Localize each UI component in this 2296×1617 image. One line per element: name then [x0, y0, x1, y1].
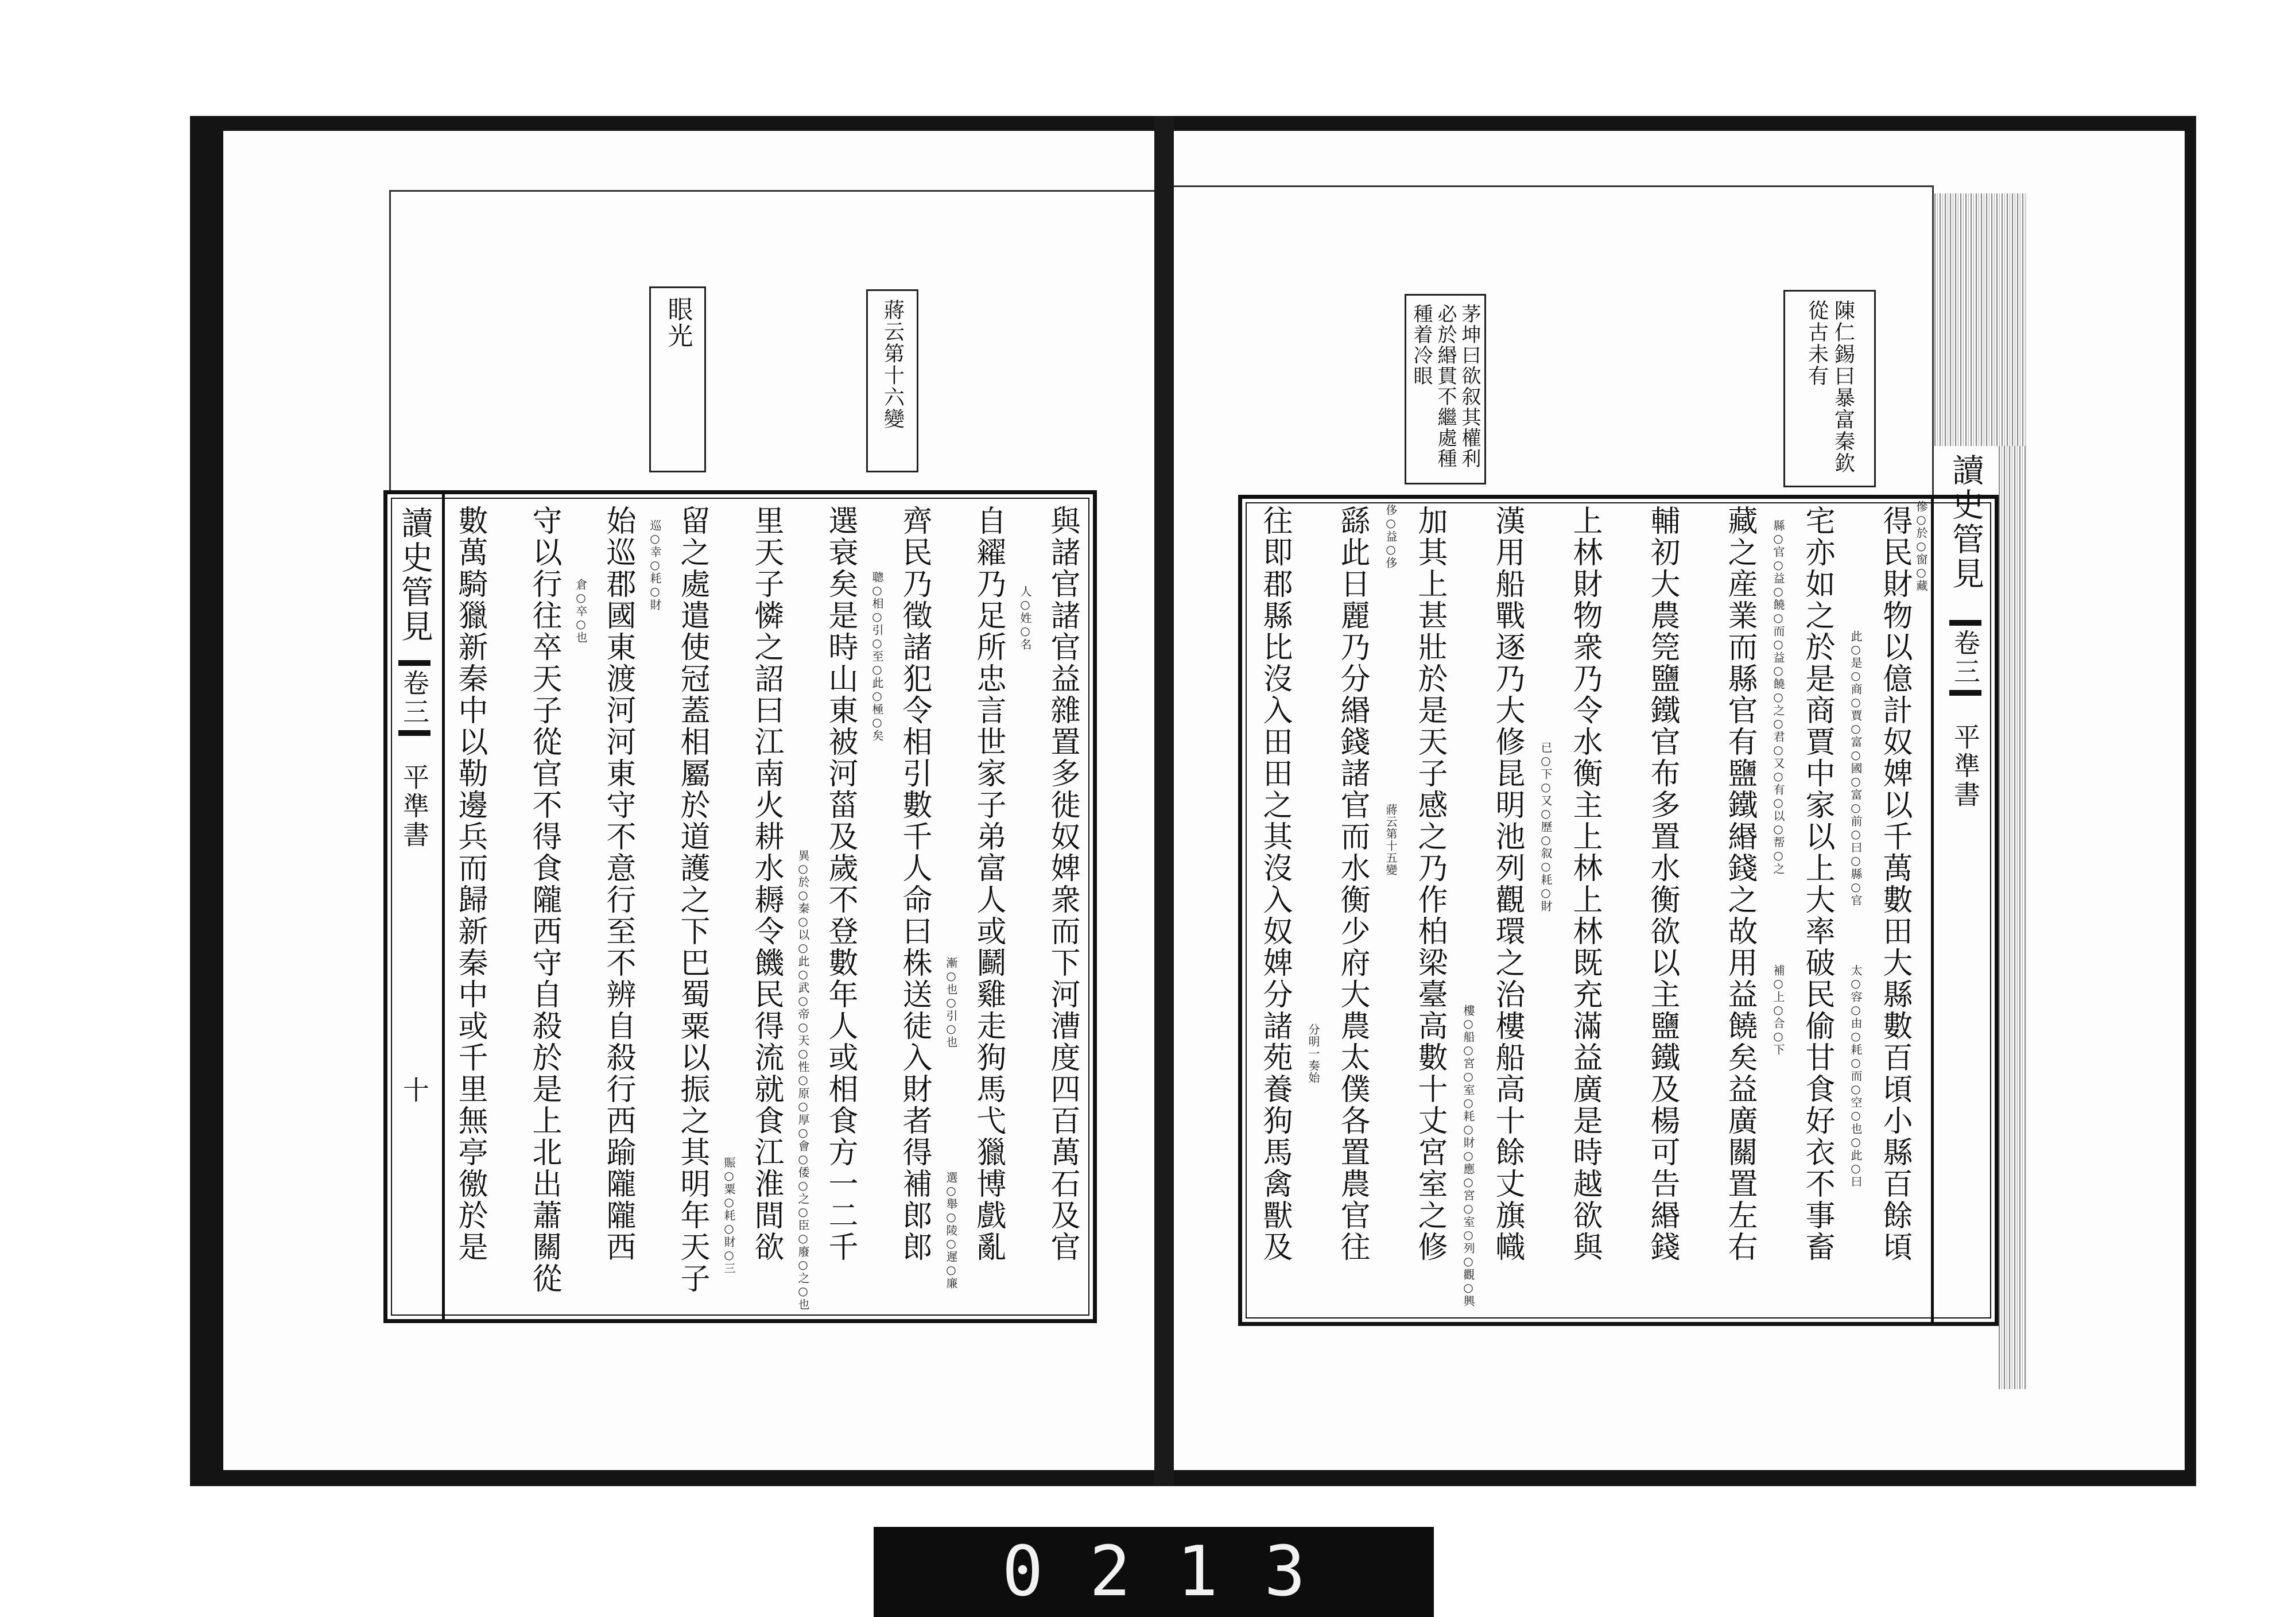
text-column: 漢用船戰逐乃大修昆明池列觀環之治樓船高十餘丈旗幟 — [1490, 505, 1525, 1263]
volume-label: 卷三 — [1949, 620, 1981, 696]
text-column: 守以行往卒天子從官不得食隴西守自殺於是上北出蕭關從 — [527, 505, 561, 1294]
headnote-box — [649, 286, 706, 472]
headnote-line: 眼光 — [663, 296, 693, 349]
headnote-box — [866, 289, 918, 472]
text-column: 數萬騎獵新秦中以勒邊兵而歸新秦中或千里無亭徼於是 — [453, 505, 487, 1263]
interlinear-note: 漸○也○引○也 — [944, 957, 958, 1048]
text-column: 輔初大農筦鹽鐵官布多置水衡欲以主鹽鐵及楊可告緡錢 — [1645, 505, 1680, 1263]
headnote-line: 陳仁錫曰暴富秦欽 — [1831, 300, 1855, 474]
interlinear-note: 聰○相○引○至○此○極○矣 — [870, 571, 884, 742]
right-side-rule — [1932, 185, 1934, 495]
left-top-rule — [389, 190, 1154, 192]
text-column: 自糴乃足所忠言世家子弟富人或鬬雞走狗馬弋獵博戲亂 — [971, 505, 1006, 1263]
left-side-rule — [389, 190, 391, 490]
interlinear-note: 此○是○商○賈○富○國○富○前○曰○縣○官 — [1849, 630, 1863, 906]
headnote-text — [1409, 304, 1481, 483]
headnote-text — [879, 299, 906, 471]
book-gutter — [1154, 116, 1174, 1486]
text-column: 與諸官諸官益雜置多徙奴婢衆而下河漕度四百萬石及官 — [1045, 505, 1080, 1263]
headnote-line: 從古未有 — [1805, 300, 1829, 387]
text-column: 上林財物衆乃令水衡主上林上林既充滿益廣是時越欲與 — [1568, 505, 1602, 1263]
text-column: 宅亦如之於是商賈中家以上大率破民偷甘食好衣不事畜 — [1800, 505, 1835, 1263]
text-column: 里天子憐之詔曰江南火耕水耨令饑民得流就食江淮間欲 — [749, 505, 784, 1263]
interlinear-note: 賑○粟○耗○財○三 — [722, 1157, 736, 1274]
interlinear-note: 倉○卒○也 — [574, 579, 588, 643]
text-column: 得民財物以億計奴婢以千萬數田大縣數百頃小縣百餘頃 — [1878, 505, 1912, 1263]
headnote-line: 必於緡貫不繼處種 — [1434, 304, 1457, 469]
interlinear-note: 太○容○由○耗○而○空○也○此○曰 — [1849, 964, 1863, 1188]
left-header-divider — [442, 490, 445, 1323]
book-title: 讀史管見 — [1947, 453, 1984, 591]
text-column: 選衰矣是時山東被河菑及歲不登數年人或相食方一二千 — [823, 505, 858, 1263]
headnote-line: 茅坤曰欲叙其權利 — [1458, 304, 1481, 469]
right-header-divider — [1931, 495, 1934, 1326]
section-title: 平準書 — [399, 763, 430, 850]
section-title: 平準書 — [1950, 723, 1981, 809]
interlinear-note: 異○於○秦○以○此○武○帝○天○性○原○厚○會○倭○之○臣○廢○之○也 — [796, 850, 810, 1310]
reel-number-label — [874, 1527, 1434, 1617]
folio-number: 十 — [399, 1076, 430, 1105]
headnote-text — [665, 296, 691, 471]
headnote-text — [1804, 300, 1856, 486]
interlinear-note: 選○舉○陵○遲○廉 — [944, 1172, 958, 1289]
headnote-box — [1783, 290, 1876, 487]
text-column: 藏之産業而縣官有鹽鐵緡錢之故用益饒矣益廣關置左右 — [1723, 505, 1757, 1263]
interlinear-note: 侈○益○侈 — [1384, 504, 1398, 569]
interlinear-note: 分明一奏始 — [1306, 1023, 1320, 1084]
headnote-box — [1405, 294, 1486, 484]
interlinear-note: 補○上○合○下 — [1771, 964, 1785, 1056]
reel-number: 0213 — [1002, 1532, 1352, 1612]
interlinear-note: 人○姓○名 — [1018, 585, 1032, 650]
interlinear-note: 已○下○又○歷○叙○耗○財 — [1539, 742, 1553, 912]
interlinear-note: 蔣云第十五變 — [1384, 804, 1398, 876]
volume-label: 卷三 — [398, 660, 430, 736]
right-top-rule — [1174, 185, 1932, 187]
headnote-line: 種着冷眼 — [1410, 304, 1433, 386]
interlinear-note: 巡○幸○耗○財 — [648, 519, 662, 611]
text-column: 始巡郡國東渡河河東守不意行至不辨自殺行西踰隴隴西 — [601, 505, 635, 1263]
interlinear-note: 樓○船○宮○室○耗○財○應○宮○室○列○觀○興 — [1461, 1005, 1475, 1307]
text-column: 繇此日麗乃分緡錢諸官而水衡少府大農太僕各置農官往 — [1335, 505, 1370, 1263]
book-title: 讀史管見 — [396, 506, 433, 644]
headnote-line: 蔣云第十六變 — [881, 299, 905, 430]
text-column: 往即郡縣比沒入田田之其沒入奴婢分諸苑養狗馬禽獸及 — [1258, 505, 1292, 1263]
text-column: 加其上甚壯於是天子感之乃作柏梁臺高數十丈宮室之修 — [1413, 505, 1447, 1263]
text-column: 留之處遣使冠蓋相屬於道護之下巴蜀粟以振之其明年天子 — [675, 505, 709, 1294]
text-column: 齊民乃徵諸犯令相引數千人命曰株送徒入財者得補郎郎 — [897, 505, 932, 1263]
interlinear-note: 傪○於○窗○藏 — [1914, 501, 1928, 592]
page-edges-top — [1934, 193, 2026, 446]
interlinear-note: 縣○官○益○饒○而○益○饒○之○君○又○有○以○帮○之 — [1771, 519, 1785, 875]
